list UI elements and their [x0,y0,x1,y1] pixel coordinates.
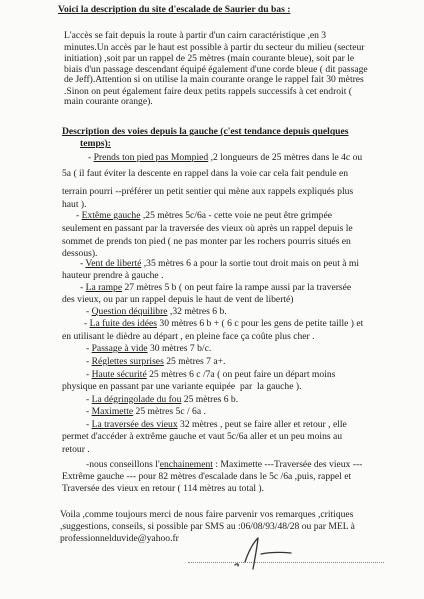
route-description: terrain pourri --préférer un petit sentier qui mène aux rappels expliqués plus [62,186,354,197]
route-line [88,152,362,163]
access-line: biais d'un passage descendant équipé également d'une corde bleue ( dit passage [64,64,368,75]
route-dash: - [86,419,92,430]
route-name: Extême gauche [81,210,141,221]
route-line [62,223,353,234]
route-description: seulement en passant par la traversée des vieux où après un rappel depuis le [62,223,353,234]
access-line: L'accès se fait depuis la route à partir d'un cairn caractéristique ,en 3 [64,30,327,41]
route-description: 25 mètres 5c / 6a . [133,406,206,417]
route-description: 25 mètres 7 a+. [163,356,226,367]
handwritten-signature [205,532,305,572]
page-title: Voici la description du site d'escalade de Saurier du bas : [58,4,291,15]
route-description: ,25 mètres 5c/6a - cette voie ne peut être grimpée [140,210,332,221]
route-description: dessous). [62,248,98,259]
route-line [62,199,87,210]
route-dash: - [80,258,86,269]
route-line [80,258,359,269]
route-dash: - [80,282,86,293]
route-line [86,356,225,367]
route-line [62,483,264,494]
route-name: enchainement [159,459,213,470]
closing-line: Voila ,comme toujours merci de nous faire parvenir vos remarques ,critiques [60,509,354,520]
route-description: 27 mètres 5 b ( on peut faire la rampe aussi par la traversée [122,282,352,293]
routes-heading: Description des voies depuis la gauche (c'est tendance depuis quelques [62,126,349,137]
route-name: Passage à vide [91,343,148,354]
route-description: physique en passant par une variante equipée par la gauche ). [62,381,302,392]
route-dash: - [76,210,82,221]
closing-line: professionnelduvide@yahoo.fr [60,533,179,544]
route-description: en utilisant le dièdre au départ , en pleine face ça coûte plus cher . [62,331,315,342]
routes-heading: temps): [80,138,111,149]
route-dash: - [86,356,92,367]
route-name: La fuite des idées [89,318,157,329]
route-line [76,210,332,221]
route-description: 5a ( il faut éviter la descente en rappel dans la voie car cela fait pendule en [62,168,349,179]
route-description: ,2 longueurs de 25 mètres dans le 4c ou [208,152,363,163]
route-description: ,32 mètres 6 b. [167,306,227,317]
route-description: hauteur prendre à gauche . [62,270,164,281]
access-line: .Sinon on peut également faire deux petits rappels successifs à cet endroit ( [64,86,352,97]
route-name: La dégringolade du fou [91,394,182,405]
route-dash: - [86,394,92,405]
route-description: des vieux, ou par un rappel depuis le haut de vent de liberté) [62,294,294,305]
route-dash: - [84,318,90,329]
route-line [62,331,315,342]
route-line [84,318,363,329]
route-line [86,306,227,317]
route-name: Haute sécurité [91,369,147,380]
route-description: 25 mètres 6 b. [181,394,239,405]
route-line [62,444,90,455]
route-line [62,168,348,179]
access-line: de Jeff).Attention si on utilise la main courante orange le rappel fait 30 mètres [64,74,364,85]
route-line [86,369,335,380]
route-line [86,406,206,417]
route-description: Traversée des vieux en retour ( 114 mètres au total ). [62,483,265,494]
route-line [62,186,353,197]
route-line [86,459,362,470]
route-line [86,419,347,430]
route-line [62,294,294,305]
route-dash: - [86,343,92,354]
route-line [86,343,211,354]
route-dash: - [86,306,92,317]
access-line: main courante orange). [64,96,153,107]
route-line [62,381,301,392]
route-line [62,270,163,281]
route-description: permet d'accéder à extrême gauche et vaut 5c/6a aller et un peu moins au [62,431,343,442]
access-line: minutes.Un accès par le haut est possible à partir du secteur du milieu (secteur [64,42,365,53]
route-name: La rampe [85,282,123,293]
route-dash: - [86,369,92,380]
access-line: initiation) ,soit par un rappel de 25 mètres (main courante bleue), soit par le [64,53,355,64]
closing-line: ,suggestions, conseils, si possible par SMS au :06/08/93/48/28 ou par MEL à [60,521,355,532]
route-description: 25 mètres 6 c /7a ( on peut faire un départ moins [146,369,336,380]
route-description: retour . [62,444,90,455]
route-description: Extrême gauche --- pour 82 mètres d'escalade dans le 5c /6a ,puis, rappel et [62,471,352,482]
route-name: Prends ton pied pas Mompied [93,152,209,163]
route-description: 30 mètres 7 b/c. [147,343,212,354]
route-dash: - [86,406,92,417]
route-name: Réglettes surprises [91,356,164,367]
route-line [62,431,342,442]
route-name: La traversée des vieux [91,419,178,430]
signature-line [188,562,384,563]
route-line [62,471,351,482]
route-description: ,35 mètres 6 a pour la sortie tout droit mais on peut à mi [141,258,360,269]
route-line [86,394,238,405]
route-name: Question déquilibre [91,306,168,317]
route-line [80,282,351,293]
route-name: Maximette [91,406,134,417]
route-description: : Maximette ---Traversée des vieux --- [212,459,363,470]
route-dash: - [88,152,94,163]
route-description: sommet de prends ton pied ( ne pas monter par les rochers pourris situés en [62,236,351,247]
route-name: Vent de liberté [85,258,142,269]
route-description: 30 mètres 6 b + ( 6 c pour les gens de petite taille ) et [157,318,364,329]
route-dash: -nous conseillons l' [86,459,160,470]
route-line [62,236,351,247]
route-description: 32 mètres , peut se faire aller et retour , elle [177,419,347,430]
route-description: haut ). [62,199,87,210]
